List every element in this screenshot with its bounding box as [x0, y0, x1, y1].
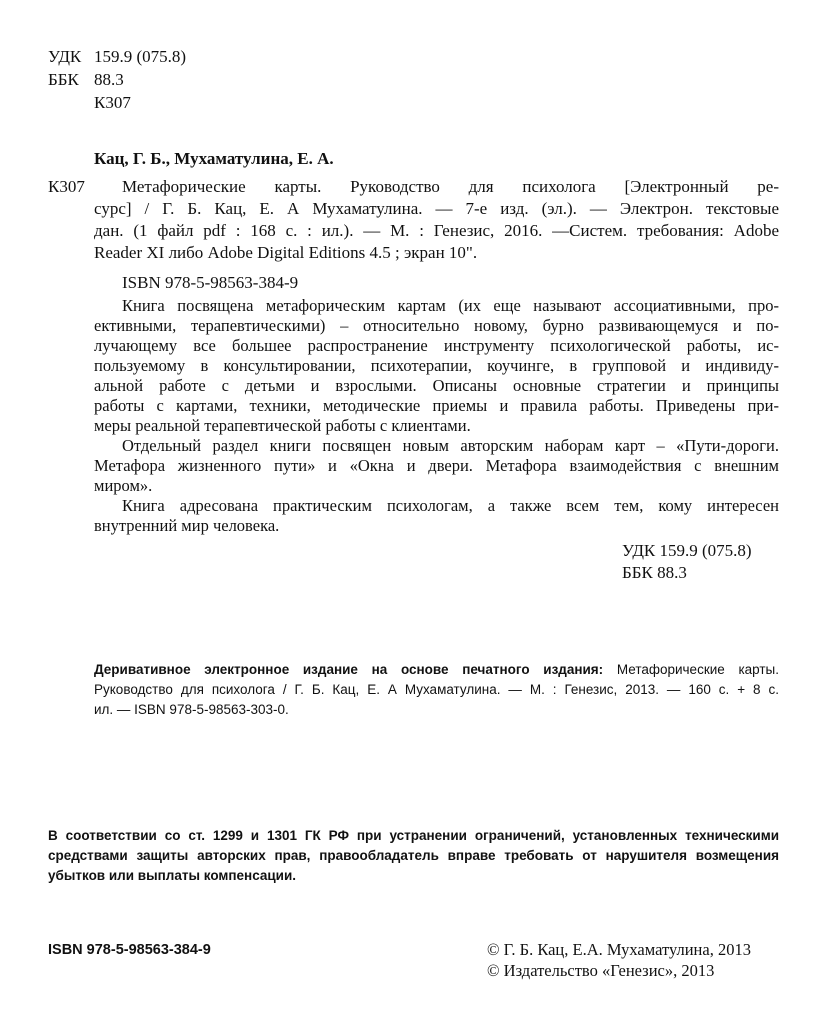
legal-notice — [48, 826, 779, 886]
legal-line: средствами защиты авторских прав, правообладатель вправе требовать от нарушителя возмещения — [48, 848, 779, 863]
bbk-repeat: ББК 88.3 — [622, 563, 687, 582]
copyright-authors: © Г. Б. Кац, Е.А. Мухаматулина, 2013 — [487, 940, 751, 959]
copyright-publisher: © Издательство «Генезис», 2013 — [487, 961, 715, 980]
bbk-value: 88.3 — [94, 70, 124, 89]
abstract-line: Книга посвящена метафорическим картам (их еще называют ассоциативными, про- — [122, 296, 779, 315]
derivative-line1-rest: Метафорические карты. — [603, 662, 780, 677]
abstract-line: меры реальной терапевтической работы с клиентами. — [94, 416, 471, 435]
abstract-line: Отдельный раздел книги посвящен новым авторским наборам карт – «Пути-дороги. — [122, 436, 779, 455]
record-line: сурс] / Г. Б. Кац, Е. А Мухаматулина. — 7-е изд. (эл.). — Электрон. текстовые — [94, 199, 779, 218]
record-line: дан. (1 файл pdf : 168 с. : ил.). — М. : Генезис, 2016. —Систем. требования: Adobe — [94, 221, 779, 240]
abstract-line: альной работе с детьми и взрослыми. Описаны основные стратегии и принципы — [94, 376, 779, 395]
legal-line: В соответствии со ст. 1299 и 1301 ГК РФ при устранении ограничений, установленных техническими — [48, 828, 779, 843]
udk-repeat: УДК 159.9 (075.8) — [622, 541, 752, 560]
derivative-bold-lead: Деривативное электронное издание на основе печатного издания: — [94, 662, 604, 677]
udk-label: УДК — [48, 47, 82, 66]
derivative-line-3: ил. — ISBN 978-5-98563-303-0. — [94, 702, 289, 717]
record-line: Метафорические карты. Руководство для психолога [Электронный ре- — [122, 177, 779, 196]
legal-line: убытков или выплаты компенсации. — [48, 868, 297, 883]
abstract-line: внутренний мир человека. — [94, 516, 280, 535]
abstract — [94, 296, 779, 536]
abstract-line: Метафора жизненного пути» и «Окна и двери. Метафора взаимодействия с внешним — [94, 456, 779, 475]
author-mark-record: К307 — [48, 177, 85, 196]
abstract-line: работы с картами, техники, методические приемы и правила работы. Приведены при- — [94, 396, 779, 415]
record-line: Reader XI либо Adobe Digital Editions 4.5 ; экран 10". — [94, 243, 478, 262]
abstract-line: пользуемому в консультировании, психотерапии, коучинге, в групповой и индивиду- — [94, 356, 779, 375]
abstract-line: лучающему все большее распространение инструменту психологической работы, ис- — [94, 336, 779, 355]
record-isbn: ISBN 978-5-98563-384-9 — [122, 273, 299, 292]
author-mark-top: К307 — [94, 93, 131, 112]
footer-isbn: ISBN 978-5-98563-384-9 — [48, 942, 211, 958]
bbk-label: ББК — [48, 70, 79, 89]
authors-heading: Кац, Г. Б., Мухаматулина, Е. А. — [94, 149, 334, 168]
abstract-line: Книга адресована практическим психологам, а также всем тем, кому интересен — [122, 496, 779, 515]
abstract-line: миром». — [94, 476, 153, 495]
abstract-line: ективными, терапевтическими) – относительно новому, бурно развивающемуся и по- — [94, 316, 779, 335]
derivative-line-2: Руководство для психолога / Г. Б. Кац, Е. А Мухаматулина. — М. : Генезис, 2013. — 160 с. + 8 с. — [94, 682, 779, 697]
derivative-line-1 — [94, 660, 779, 680]
record-description — [94, 176, 779, 264]
derivative-note — [94, 660, 779, 726]
udk-value: 159.9 (075.8) — [94, 47, 187, 66]
